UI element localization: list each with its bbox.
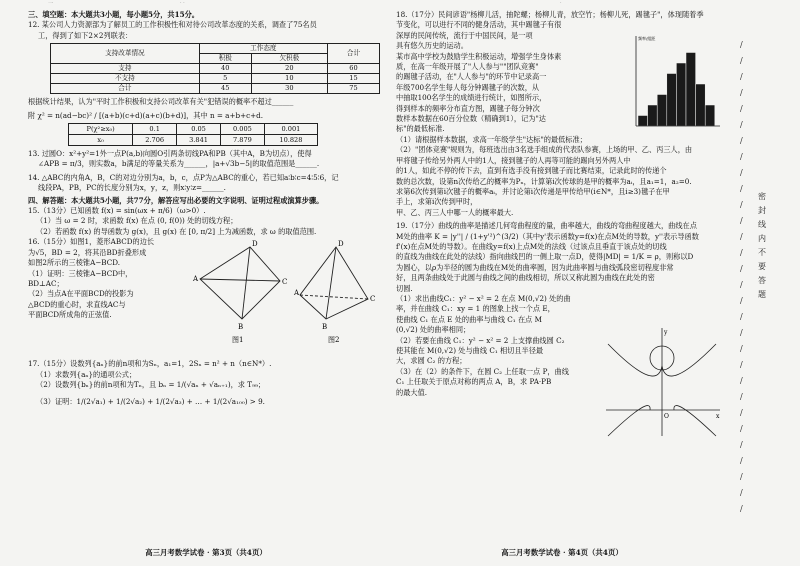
table-header: 积极 — [199, 54, 251, 64]
label-C: C — [282, 278, 288, 287]
q18-text: 深厚的民间传统，流行于中国民间，是一项 — [396, 30, 533, 40]
q12-text: 12. 某公司人力资源部为了解员工的工作积极性和对待公司改革态度的关系，调查了75名员 — [28, 20, 317, 30]
q17-text: （2）设数列{bₙ}的前n项和为Tₙ，且 bₙ = 1/(√aₙ + √aₙ₊₁)，求 T₉₉； — [36, 380, 266, 390]
binding-dash: / — [740, 72, 743, 81]
q18-text: 甲将毽子传给另外两人中的1人，接到毽子的人再等可能的踢向另外两人中 — [396, 155, 631, 165]
binding-dash: / — [740, 344, 743, 353]
q18-text: 得到样本的频率分布直方图，踢毽子每分钟次 — [396, 103, 540, 113]
q12-text: 工，得到了如下2×2列联表： — [38, 30, 133, 40]
table-cell: 2.706 — [133, 135, 177, 146]
q12-text: 根据统计结果，认为"平时工作积极和支持公司改革有关"犯错误的概率不超过______ — [28, 97, 294, 107]
q16-figures — [190, 237, 380, 347]
q18-text: 的踢毽子活动，在"人人参与"的环节中记录高一 — [396, 72, 547, 82]
q18-text: 年级700名学生每人每分钟踢毽子的次数，从 — [396, 82, 540, 92]
binding-dash: / — [740, 216, 743, 225]
q17-text: 17.（15分）设数列{aₙ}的前n项和为Sₙ，a₁=1，2Sₙ = n² + n（n∈N*）. — [28, 359, 272, 369]
binding-dash: / — [740, 424, 743, 433]
q16-text: △BCD的重心时，求直线AC与 — [28, 299, 126, 309]
q13-text: ∠APB = π/3，则实数a，b满足的等量关系为______，|a+√3b−5|的取值范围是______. — [38, 159, 320, 169]
binding-dash: / — [740, 376, 743, 385]
table-cell: 合计 — [51, 84, 200, 94]
figure-2-tetrahedron — [300, 247, 368, 319]
table-cell: 40 — [199, 64, 251, 74]
binding-notice: 密封线内不要答题 — [758, 192, 766, 299]
table-cell: 0.005 — [220, 124, 264, 135]
table-cell: 支持 — [51, 64, 200, 74]
q18-text: 中抽取100名学生的成绩进行统计，如图所示， — [396, 93, 547, 103]
binding-dash: / — [740, 120, 743, 129]
label-B: B — [238, 323, 244, 332]
binding-dash: / — [740, 40, 743, 49]
q18-text: 数的总次数，设第n次传给乙的概率为Pₙ，计算第i次传球的是甲的概率为aᵢ，且a₁=1，a₂=0. — [396, 176, 692, 186]
page-footer: 高三月考数学试卷 · 第4页（共4页） — [501, 547, 623, 557]
q18-text: （1）请根据样本数据，求高一年级学生"达标"的最低标准； — [396, 134, 587, 144]
top-mark: 一 — [48, 1, 54, 7]
binding-dash: / — [740, 152, 743, 161]
table-header: 欠积极 — [251, 54, 327, 64]
q12-contingency-table — [50, 43, 380, 94]
binding-dash: / — [740, 504, 743, 513]
table-cell: 0.05 — [177, 124, 221, 135]
q19-text: （2）若要在曲线 C₁：y² − x² = 2 上支撑曲线圆 C₂ — [396, 335, 565, 345]
label-D: D — [338, 240, 344, 249]
label-C: C — [370, 295, 376, 304]
binding-dash: / — [740, 328, 743, 337]
binding-dash: / — [740, 456, 743, 465]
histogram-y-label: 频率/组距 — [638, 36, 656, 41]
q18-text: 某市高中学校为鼓励学生积极运动，增强学生身体素 — [396, 51, 562, 61]
binding-dash: / — [740, 408, 743, 417]
table-row — [51, 84, 380, 94]
page-3 — [28, 6, 384, 558]
binding-line — [736, 40, 780, 540]
histogram-bar — [667, 74, 677, 127]
label-A: A — [294, 289, 300, 298]
q17-text: （1）求数列{aₙ}的通项公式； — [36, 369, 137, 379]
table-cell: 3.841 — [177, 135, 221, 146]
binding-dash: / — [740, 232, 743, 241]
table-header: 工作态度 — [199, 44, 327, 54]
q19-text: f'(x)在点M处的导数）。在曲线y=f(x)上点M处的法线（过该点且垂直于该点处的切线 — [396, 241, 667, 251]
top-mark: · — [560, 0, 562, 6]
q14-text: 14. △ABC的内角A，B，C的对边分别为a，b，c，点P为△ABC的重心，若已知a∶b∶c=4∶5∶6，记 — [28, 172, 339, 182]
q18-histogram — [624, 32, 722, 138]
binding-dash: / — [740, 200, 743, 209]
q16-text: 如图2所示的三棱锥A−BCD. — [28, 258, 120, 268]
binding-dash: / — [740, 264, 743, 273]
table-row — [69, 135, 318, 146]
table-cell: 10.828 — [264, 135, 317, 146]
top-mark: · · — [180, 0, 185, 6]
q18-text: （2）"团体竞赛"规则为，每班选出由3名选手组成的代表队参赛，上场的甲、乙、丙三人，由 — [396, 145, 693, 155]
q19-text: 好，且两条曲线处于此圆与曲线之间的曲线相切，所以又称此圆为曲线在此处的密 — [396, 273, 655, 283]
q18-text: 18.（17分）民间谚语"杨柳儿活，抽陀螺；杨柳儿青，放空竹；杨柳儿死，踢毽子"，体现随着季 — [396, 10, 704, 19]
q13-text: 13. 过圆O：x²+y²=1外一点P(a,b)向圆O引两条切线PA和PB（其中A，B为切点），使得 — [28, 149, 312, 159]
label-D: D — [252, 240, 258, 249]
table-cell: 75 — [327, 84, 379, 94]
binding-dash: / — [740, 360, 743, 369]
histogram-bar — [705, 105, 715, 126]
q19-text: 使曲线 C₁ 在点 E 处的曲率与曲线 C₁ 在点 M — [396, 314, 542, 324]
page-4 — [396, 6, 728, 558]
axis-y-label: y — [664, 329, 668, 336]
q16-text: BD⊥AC； — [28, 278, 64, 288]
binding-dash: / — [740, 104, 743, 113]
page-footer: 高三月考数学试卷 · 第3页（共4页） — [145, 547, 267, 557]
q19-text: （1）求出曲线C₁：y² − x² = 2 在点 M(0,√2) 处的曲 — [396, 293, 571, 303]
section-title: 四、解答题：本大题共5小题，共77分，解答应写出必要的文字说明、证明过程或演算步骤。 — [28, 195, 324, 205]
q19-text: C₁ 上任取关于原点对称的两点 A，B，求 PA·PB — [396, 377, 552, 387]
critical-value-table — [68, 123, 318, 146]
table-row — [69, 124, 318, 135]
label-B: B — [322, 323, 328, 332]
q16-text: （1）证明：三棱锥A−BCD中， — [28, 268, 133, 278]
histogram-bar — [648, 105, 658, 126]
q19-text: 的最大值. — [396, 387, 428, 397]
table-cell: 30 — [251, 84, 327, 94]
binding-dash: / — [740, 488, 743, 497]
q18-text: 数样本数据在60百分位数（精确到1），记为"达 — [396, 114, 546, 124]
table-row — [51, 74, 380, 84]
q17-text: （3）证明：1/(2√a₁) + 1/(2√a₂) + 1/(2√a₃) + … + 1/(2√a₁₀₀) > 9. — [36, 396, 265, 406]
q18-text: 手上，求第i次传到甲时， — [396, 197, 478, 207]
binding-dash: / — [740, 248, 743, 257]
q19-curve-figure — [602, 324, 724, 442]
q19-text: 率，并在曲线 C₁：xy = 1 的图象上找一个点 E， — [396, 304, 555, 314]
figure-2-caption: 图2 — [328, 336, 340, 345]
table-header: 合计 — [327, 44, 379, 64]
table-cell: 15 — [327, 74, 379, 84]
table-cell: 20 — [251, 64, 327, 74]
binding-dash: / — [740, 56, 743, 65]
q18-text: 标"的最低标准. — [396, 124, 445, 134]
figure-1-caption: 图1 — [232, 336, 244, 345]
q14-text: 线段PA，PB，PC的长度分别为x，y，z，则x∶y∶z=______. — [38, 183, 226, 193]
histogram-bar — [676, 63, 686, 126]
q19-text: 的直线为曲线在此处的法线）指向曲线凹的一侧上取一点D，使得|MD| = 1/K = ρ，则称以D — [396, 252, 694, 262]
figure-1-rhombus — [200, 247, 280, 319]
table-cell: 0.1 — [133, 124, 177, 135]
table-cell: 7.879 — [220, 135, 264, 146]
histogram-bar — [686, 53, 696, 127]
table-cell: 45 — [199, 84, 251, 94]
q18-text: 质，在高一年级开展了"人人参与""团队竞赛" — [396, 62, 539, 72]
table-cell: 5 — [199, 74, 251, 84]
table-header: 支持改革情况 — [51, 44, 200, 64]
binding-dash: / — [740, 312, 743, 321]
q19-text: 大，求圆 C₂ 的方程； — [396, 356, 467, 366]
table-cell: 60 — [327, 64, 379, 74]
axis-x-label: x — [716, 413, 720, 420]
table-cell: P(χ²≥x₀) — [69, 124, 133, 135]
binding-dash: / — [740, 88, 743, 97]
histogram-bar — [638, 116, 648, 127]
table-cell: 10 — [251, 74, 327, 84]
histogram-bar — [657, 95, 667, 127]
q16-block — [28, 237, 384, 359]
section-title: 三、填空题：本大题共3小题，每小题5分，共15分。 — [28, 10, 199, 19]
origin-label: O — [664, 413, 669, 420]
histogram-bar — [696, 84, 706, 126]
q19-text: 为圆心，以ρ为半径的圆为曲线在M处的曲率圆，因为此曲率圆与曲线弧段密切程度非常 — [396, 262, 674, 272]
table-cell: 不支持 — [51, 74, 200, 84]
q15-text: （1）当 ω = 2 时，求函数 f(x) 在点 (0, f(0)) 处的切线方程； — [36, 216, 238, 226]
binding-dash: / — [740, 472, 743, 481]
q19-text: 19.（17分）曲线的曲率是描述几何弯曲程度的量，曲率越大，曲线的弯曲程度越大，曲线在点 — [396, 221, 697, 231]
q19-text: （3）在（2）的条件下，在圆 C₂ 上任取一点 P，曲线 — [396, 366, 569, 376]
q18-text: 具有悠久历史的运动。 — [396, 41, 468, 51]
binding-dash: / — [740, 168, 743, 177]
label-A: A — [193, 275, 199, 284]
q19-text: M处的曲率 K = |y''| / (1+y'²)^(3/2)（其中y'表示函数y=f(x)在点M处的导数，y''表示导函数 — [396, 231, 699, 241]
q19-text: 使其能在 M(0,√2) 处与曲线 C₁ 相切且半径最 — [396, 346, 544, 355]
table-cell: x₀ — [69, 135, 133, 146]
q16-text: 平面BCD所成角的正弦值. — [28, 310, 112, 320]
binding-dash: / — [740, 136, 743, 145]
q18-text: 甲、乙、丙三人中哪一人的概率最大. — [396, 207, 514, 217]
q18-text: 节变化，可以进行不同的健身活动，其中踢毽子有很 — [396, 20, 562, 30]
q19-text: (0,√2) 处的曲率相同； — [396, 325, 471, 335]
chi-square-formula: 附 χ² = n(ad−bc)² / [(a+b)(c+d)(a+c)(b+d)]，其中 n = a+b+c+d. — [28, 110, 264, 120]
q15-text: （2）若函数 f(x) 的导函数为 g(x)，且 g(x) 在 [0, π/2] 上为减函数，求 ω 的取值范围. — [36, 226, 317, 236]
binding-dash: / — [740, 184, 743, 193]
table-row — [51, 64, 380, 74]
binding-dash: / — [740, 440, 743, 449]
binding-dash: / — [740, 280, 743, 289]
q15-text: 15.（13分）已知函数 f(x) = sin(ωx + π/6)（ω>0）. — [28, 206, 206, 216]
binding-dash: / — [740, 392, 743, 401]
q18-text: 求第6次传到第i次毽子的概率aᵢ，并讨论第i次传递是甲传给甲(i∈N*，且i≥3)毽子在甲 — [396, 186, 670, 196]
q19-text: 切圆. — [396, 283, 413, 293]
q16-text: （2）当点A在平面BCD的投影为 — [28, 289, 134, 299]
binding-dash: / — [740, 296, 743, 305]
table-cell: 0.001 — [264, 124, 317, 135]
q16-text: 为√5，BD = 2，将其沿BD折叠形成 — [28, 247, 147, 257]
q16-text: 16.（15分）如图1，菱形ABCD的边长 — [28, 237, 155, 247]
q18-text: 的1人，如此不停的传下去，直到有选手没有接到毽子而比赛结束，记录此时的传递个 — [396, 166, 667, 176]
